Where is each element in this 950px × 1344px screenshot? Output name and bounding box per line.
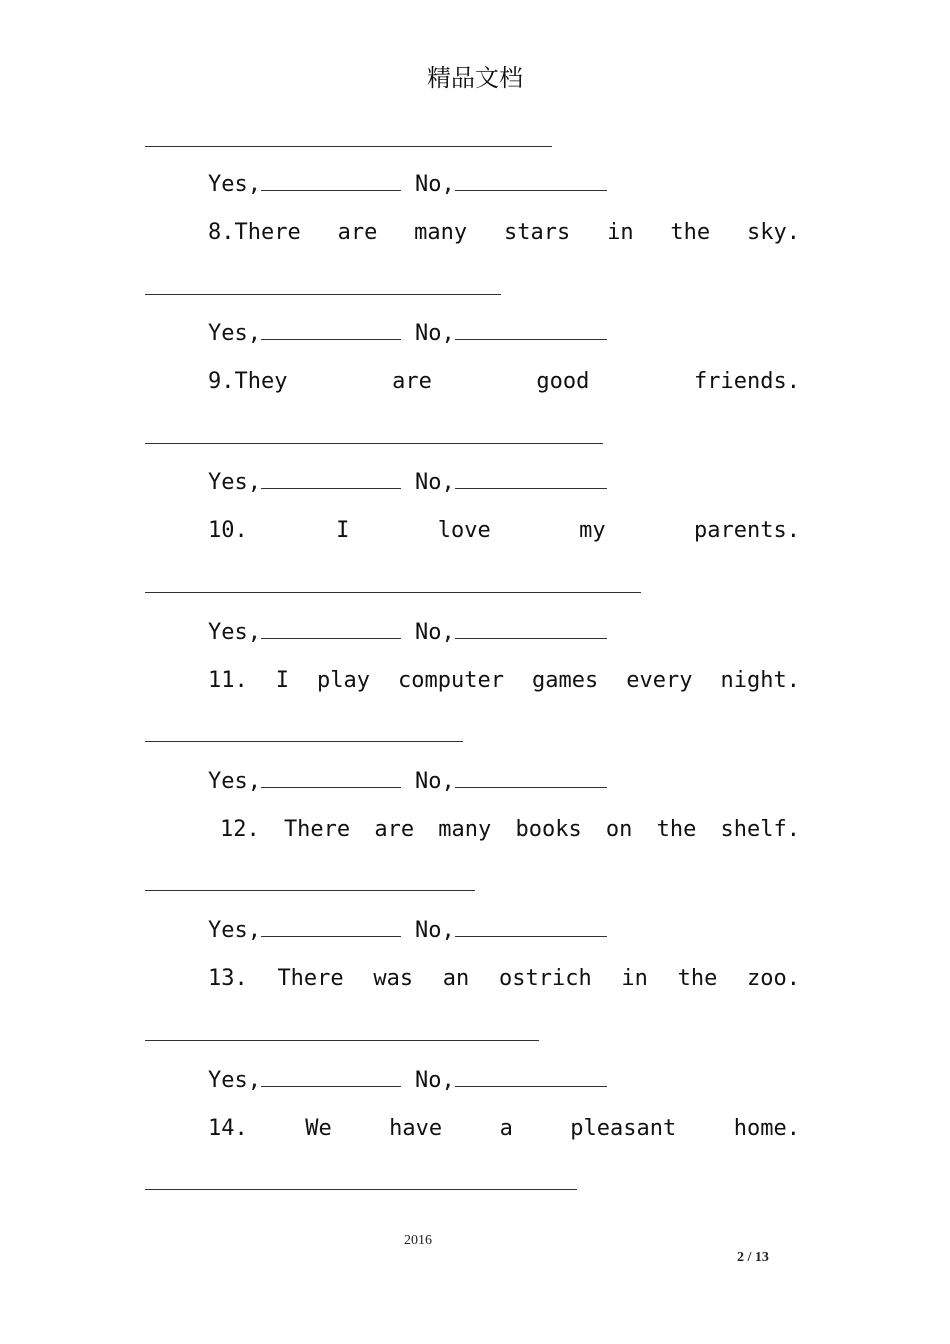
sentence-word: There [283, 817, 351, 842]
sentence-word: on [605, 817, 633, 842]
sentence-word: my [579, 518, 606, 543]
no-answer-blank[interactable] [455, 317, 607, 340]
sentence-word: play [317, 668, 371, 693]
sentence-word: books [515, 817, 582, 842]
item-number: 8. [208, 220, 235, 245]
sentence-word: pleasant [570, 1116, 677, 1141]
no-answer-blank[interactable] [455, 914, 607, 937]
sentence-word: stars [504, 220, 571, 245]
sentence-word: a [499, 1116, 513, 1141]
answer-line[interactable] [145, 1189, 577, 1190]
page-number: 2 / 13 [737, 1250, 769, 1265]
sentence-word: 8.There [208, 220, 301, 245]
sentence-word: the [656, 817, 697, 842]
sentence-word: many [414, 220, 468, 245]
yes-answer-blank[interactable] [261, 168, 401, 191]
yes-answer-blank[interactable] [261, 466, 401, 489]
no-label: No, [414, 470, 455, 495]
sentence-word: friends. [694, 369, 800, 394]
exercise-sentence-12 [220, 815, 800, 845]
sentence-word: every [626, 668, 693, 693]
sentence-word: love [437, 518, 491, 543]
exercise-sentence-11 [208, 666, 800, 696]
sentence-word: an [442, 966, 470, 991]
sentence-word: shelf. [720, 817, 800, 842]
no-label: No, [414, 1068, 455, 1093]
yes-no-row [208, 317, 607, 347]
no-answer-blank[interactable] [455, 765, 607, 788]
answer-line[interactable] [145, 890, 475, 891]
sentence-word: the [670, 220, 711, 245]
sentence-word: 9.They [208, 369, 288, 394]
yes-answer-blank[interactable] [261, 1064, 401, 1087]
answer-line[interactable] [145, 146, 552, 147]
sentence-word: are [337, 220, 378, 245]
no-label: No, [414, 918, 455, 943]
sentence-word: There [277, 966, 344, 991]
yes-label: Yes, [208, 321, 261, 346]
item-number: 12. [220, 817, 260, 842]
no-answer-blank[interactable] [455, 168, 607, 191]
yes-label: Yes, [208, 918, 261, 943]
yes-label: Yes, [208, 769, 261, 794]
item-number: 10. [208, 518, 248, 543]
item-number: 9. [208, 369, 235, 394]
yes-label: Yes, [208, 1068, 261, 1093]
yes-answer-blank[interactable] [261, 616, 401, 639]
exercise-sentence-8 [208, 218, 800, 248]
no-label: No, [414, 172, 455, 197]
sentence-word: was [373, 966, 414, 991]
no-label: No, [414, 321, 455, 346]
sentence-word: zoo. [747, 966, 800, 991]
yes-label: Yes, [208, 172, 261, 197]
answer-line[interactable] [145, 592, 641, 593]
exercise-sentence-14 [208, 1114, 800, 1144]
yes-answer-blank[interactable] [261, 914, 401, 937]
exercise-sentence-10 [208, 516, 800, 546]
sentence-word: many [438, 817, 492, 842]
sentence-word: night. [720, 668, 800, 693]
item-number: 11. [208, 668, 248, 693]
sentence-word: the [677, 966, 718, 991]
no-label: No, [414, 769, 455, 794]
yes-no-row [208, 914, 607, 944]
sentence-word: home. [733, 1116, 800, 1141]
yes-no-row [208, 1064, 607, 1094]
sentence-word: are [392, 369, 432, 394]
yes-label: Yes, [208, 620, 261, 645]
yes-answer-blank[interactable] [261, 317, 401, 340]
sentence-word: have [389, 1116, 443, 1141]
yes-no-row [208, 616, 607, 646]
yes-no-row [208, 765, 607, 795]
no-answer-blank[interactable] [455, 616, 607, 639]
item-number: 14. [208, 1116, 248, 1141]
item-number: 13. [208, 966, 248, 991]
yes-no-row [208, 466, 607, 496]
yes-no-row [208, 168, 607, 198]
sentence-word: I [336, 518, 350, 543]
answer-line[interactable] [145, 1040, 539, 1041]
answer-line[interactable] [145, 741, 463, 742]
footer-year: 2016 [404, 1233, 432, 1248]
sentence-word: games [532, 668, 599, 693]
sentence-word: good [536, 369, 590, 394]
exercise-sentence-13 [208, 964, 800, 994]
answer-line[interactable] [145, 294, 501, 295]
yes-answer-blank[interactable] [261, 765, 401, 788]
no-answer-blank[interactable] [455, 466, 607, 489]
sentence-word: in [607, 220, 634, 245]
sentence-word: are [374, 817, 415, 842]
sentence-word: in [621, 966, 648, 991]
exercise-sentence-9 [208, 367, 800, 397]
sentence-word: We [305, 1116, 332, 1141]
sentence-word: sky. [747, 220, 800, 245]
sentence-word: parents. [693, 518, 800, 543]
yes-label: Yes, [208, 470, 261, 495]
no-answer-blank[interactable] [455, 1064, 607, 1087]
answer-line[interactable] [145, 443, 603, 444]
sentence-word: computer [398, 668, 504, 693]
no-label: No, [414, 620, 455, 645]
page-header-title: 精品文档 [427, 64, 523, 92]
sentence-word: ostrich [498, 966, 592, 991]
sentence-word: I [275, 668, 290, 693]
